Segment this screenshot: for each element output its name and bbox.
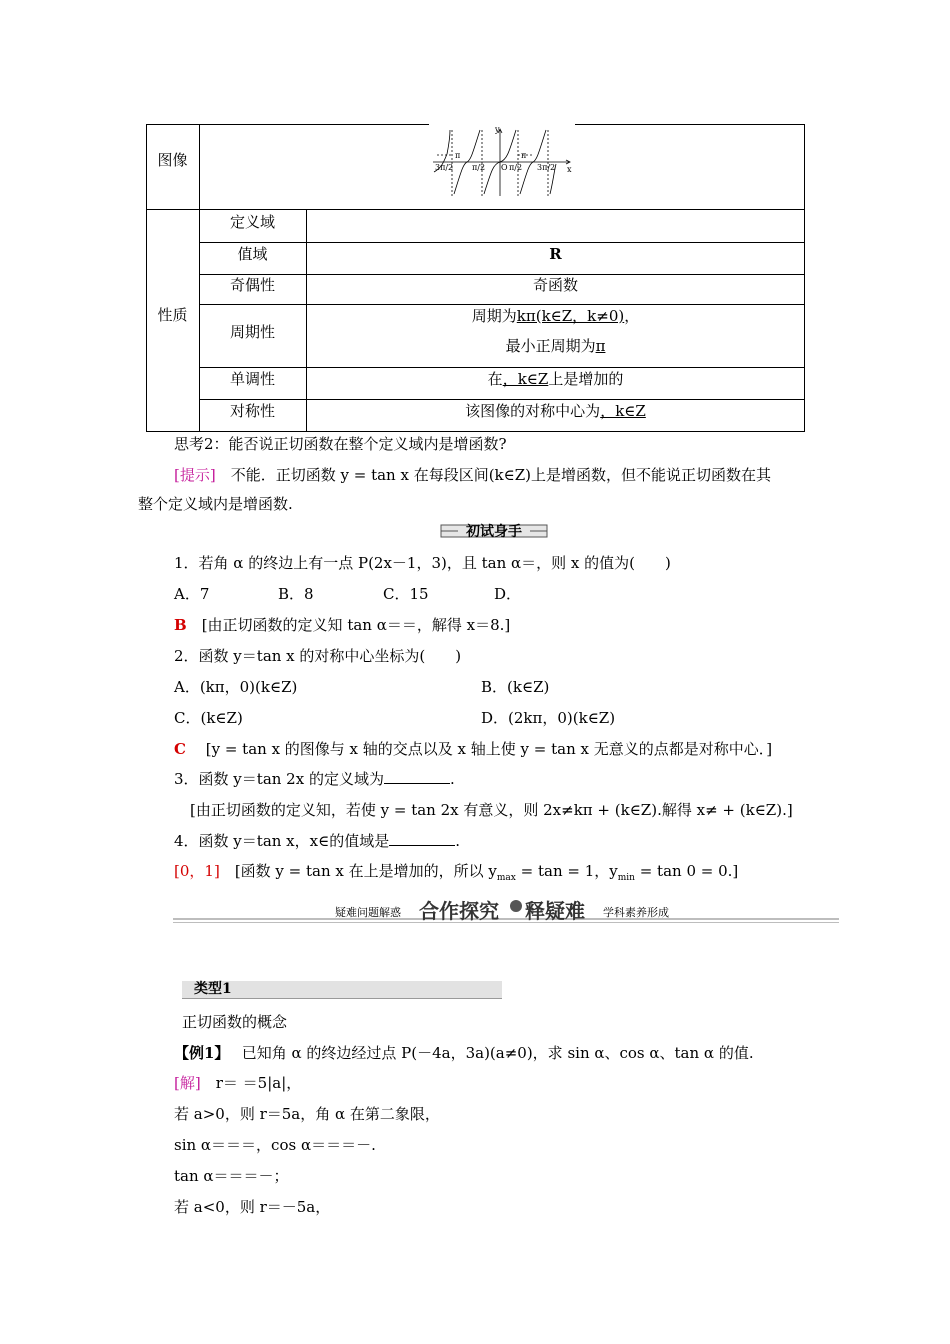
prop-label-parity: 奇偶性 [229,276,275,294]
q1-option-d: D． [494,585,522,603]
example-tag: 【例1】 [174,1044,222,1062]
text: 该图像的对称中心为 [465,402,601,420]
graph-y-label: y [495,125,500,134]
section-title: 初试身手 [466,524,522,540]
graph-tick: π [521,151,527,160]
section-banner [173,896,839,924]
properties-table [146,124,805,432]
banner-right-text: 学科素养形成 [603,906,669,919]
example-text: 已知角 α 的终边经过点 P(－4a，3a)(a≠0)，求 sin α、cos α、tan α 的值. [241,1044,754,1062]
prop-label-monotonic: 单调性 [229,370,275,388]
text: [函数 y = tan x 在上是增加的，所以 y [234,862,497,880]
text: 最小正周期为 [505,337,596,355]
hint-tag: [提示] [174,466,216,484]
table-border [146,124,429,125]
q2-option-b: B．(k∈Z) [481,678,550,696]
subscript: max [496,873,516,883]
row-label-properties: 性质 [157,306,188,324]
graph-tick: 3π/2 [537,163,556,172]
think2-hint-line2: 整个定义域内是增函数. [138,495,293,513]
hint-text: 不能．正切函数 y = tan x 在每段区间(k∈Z)上是增函数，但不能说正切函数在其 [230,466,772,484]
answer-blank [389,831,455,846]
prop-value-period-line2 [307,334,804,358]
example1-sol-line3: sin α＝＝＝，cos α＝＝＝－. [174,1136,376,1154]
text: ， [624,307,640,325]
think2-question: 思考2：能否说正切函数在整个定义域内是增函数? [174,435,507,453]
banner-rule [173,922,839,923]
text: 3．函数 y＝tan 2x 的定义域为 [174,770,384,788]
think2-hint-line1 [174,464,771,485]
example1-stem [174,1042,754,1063]
prop-value-monotonic [307,367,804,391]
q4-solution [174,860,738,883]
banner-main-2: 释疑难 [525,899,585,923]
graph-tick: 3π/2 [435,163,454,172]
q2-option-d: D．(2kπ，0)(k∈Z) [481,709,616,727]
banner-main-1: 合作探究 [419,899,499,923]
text: 4．函数 y＝tan x，x∈的值域是 [174,832,390,850]
prop-value-period-line1 [307,304,804,328]
q2-stem: 2．函数 y＝tan x 的对称中心坐标为( ) [174,647,462,665]
type-heading-box [182,978,502,998]
answer-underlined: ，k∈Z [502,370,549,388]
tangent-graph [429,124,575,200]
table-border [575,124,805,125]
solution-tag: [解] [174,1074,201,1092]
prop-value-symmetry [307,399,804,423]
solution-text: r＝ ＝5|a|， [215,1074,302,1092]
q2-solution [174,738,772,759]
answer-underlined: kπ(k∈Z，k≠0) [516,307,625,325]
q3-solution: [由正切函数的定义知，若使 y = tan 2x 有意义，则 2x≠kπ + (k∈Z).解得 x≠ + (k∈Z).] [190,801,793,819]
q1-stem: 1．若角 α 的终边上有一点 P(2x－1，3)，且 tan α＝，则 x 的值为( ) [174,554,671,572]
q1-option-b: B．8 [278,585,314,603]
q1-solution [174,614,510,635]
banner-arrow-icon [510,900,522,912]
graph-tick: π/2 [472,163,486,172]
text: = tan 0 = 0.] [634,862,739,880]
prop-value-parity: 奇函数 [532,276,578,294]
type-heading-tag: 类型1 [194,981,232,997]
answer-letter: C [174,740,186,758]
subscript: min [617,873,635,883]
answer-blank [384,769,450,784]
text: . [455,832,460,850]
example1-sol-line1 [174,1072,301,1093]
q1-option-a: A．7 [174,585,210,603]
graph-x-label: x [567,165,572,174]
text: . [449,770,455,788]
table-border [804,124,805,432]
prop-label-range: 值域 [237,245,268,263]
example1-sol-line5: 若 a<0，则 r＝－5a， [174,1198,331,1216]
prop-label-domain: 定义域 [229,213,275,231]
explain-text: [y = tan x 的图像与 x 轴的交点以及 x 轴上使 y = tan x 无意义的点都是对称中心．] [205,740,773,758]
section-title-box [440,522,548,540]
graph-tick: π [455,151,461,160]
answer-underlined: ，k∈Z [600,402,646,420]
row-label-image: 图像 [157,151,188,169]
q1-option-c: C．15 [383,585,429,603]
text: = tan = 1，y [515,862,618,880]
answer-underlined: π [595,337,606,355]
text: 在 [487,370,503,388]
explain-text: [由正切函数的定义知 tan α＝＝，解得 x＝8.] [201,616,511,634]
q3-stem [174,768,455,789]
example1-sol-line4: tan α＝＝＝－； [174,1167,289,1185]
text: 周期为 [471,307,517,325]
q2-option-a: A．(kπ，0)(k∈Z) [174,678,298,696]
answer-letter: B [174,616,187,634]
text: 上是增加的 [548,370,624,388]
answer-text: [0，1] [174,862,220,880]
graph-origin-label: O [501,163,508,172]
prop-label-symmetry: 对称性 [229,402,275,420]
type-title: 正切函数的概念 [182,1013,288,1031]
example1-sol-line2: 若 a>0，则 r＝5a，角 α 在第二象限， [174,1105,440,1123]
banner-left-text: 疑难问题解惑 [335,906,401,919]
prop-label-period: 周期性 [229,323,275,341]
table-border [146,431,805,432]
banner-rule [173,918,839,920]
prop-value-range: R [549,245,562,263]
q4-stem [174,830,460,851]
graph-tick: π/2 [509,163,523,172]
q2-option-c: C．(k∈Z) [174,709,243,727]
